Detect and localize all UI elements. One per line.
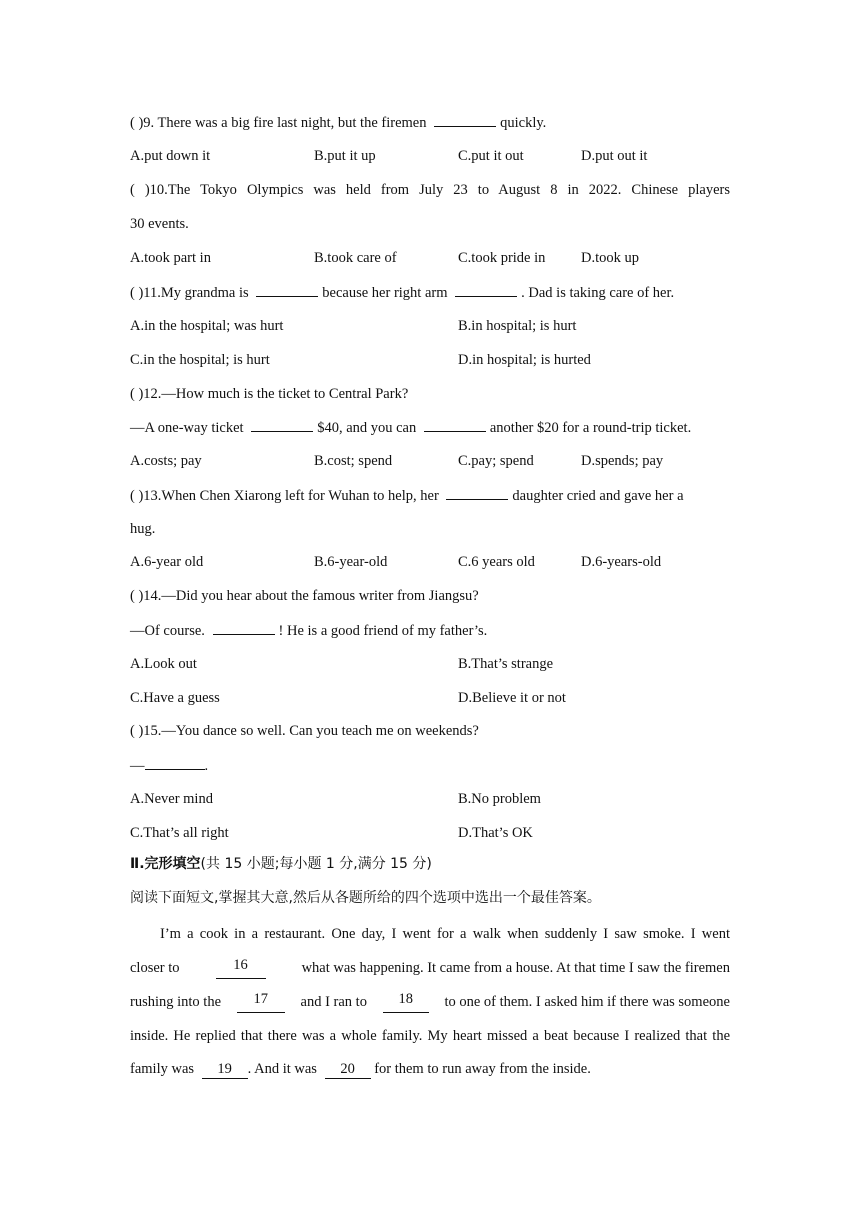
- question-14-stem: ( )14.—Did you hear about the famous writer from Jiangsu?: [130, 588, 479, 604]
- option-a: A.put down it: [130, 148, 211, 164]
- option-a: A.costs; pay: [130, 453, 202, 469]
- question-15-options-row1: [130, 788, 730, 810]
- option-a: A.Never mind: [130, 791, 213, 807]
- option-d: D.Believe it or not: [458, 690, 566, 706]
- option-b: B.No problem: [458, 791, 541, 807]
- question-12-options: [130, 450, 730, 472]
- question-12-stem: ( )12.—How much is the ticket to Central Park?: [130, 386, 409, 402]
- question-9-options: [130, 145, 730, 167]
- answer-blank: [455, 281, 517, 297]
- option-b: B.put it up: [314, 148, 376, 164]
- option-c: C.That’s all right: [130, 825, 229, 841]
- cloze-blank-16: 16: [216, 957, 266, 979]
- option-a: A.Look out: [130, 656, 197, 672]
- option-a: A.6-year old: [130, 554, 204, 570]
- cloze-blank-20: 20: [325, 1061, 371, 1079]
- answer-blank: [446, 484, 508, 500]
- answer-blank: [434, 111, 496, 127]
- option-d: D.spends; pay: [581, 453, 664, 469]
- question-14-options-row2: [130, 687, 730, 709]
- passage-line-4: inside. He replied that there was a whole family. My heart missed a beat because I realized that the: [130, 1028, 730, 1044]
- option-a: A.took part in: [130, 250, 211, 266]
- answer-blank: [251, 416, 313, 432]
- passage-line-1: I’m a cook in a restaurant. One day, I went for a walk when suddenly I saw smoke. I went: [160, 926, 730, 942]
- question-9-stem: ( )9. There was a big fire last night, but the firemen quickly.: [130, 111, 730, 133]
- option-b: B.in hospital; is hurt: [458, 318, 577, 334]
- question-11-options-row2: [130, 349, 730, 371]
- answer-blank: [213, 619, 275, 635]
- question-15-stem: ( )15.—You dance so well. Can you teach me on weekends?: [130, 723, 479, 739]
- question-13-stem-continued: hug.: [130, 521, 156, 537]
- option-b: B.took care of: [314, 250, 397, 266]
- option-b: B.cost; spend: [314, 453, 393, 469]
- option-d: D.put out it: [581, 148, 648, 164]
- option-c: C.took pride in: [458, 250, 546, 266]
- question-13-stem: ( )13.When Chen Xiarong left for Wuhan to help, her daughter cried and gave her a: [130, 484, 730, 506]
- option-c: C.Have a guess: [130, 690, 220, 706]
- cloze-blank-17: 17: [237, 991, 285, 1013]
- option-d: D.in hospital; is hurted: [458, 352, 591, 368]
- question-10-stem: ( )10.The Tokyo Olympics was held from July 23 to August 8 in 2022. Chinese players: [130, 182, 730, 198]
- question-11-stem: ( )11.My grandma is because her right arm . Dad is taking care of her.: [130, 281, 730, 303]
- answer-blank: [145, 754, 205, 770]
- option-b: B.That’s strange: [458, 656, 554, 672]
- option-c: C.6 years old: [458, 554, 535, 570]
- passage-line-5: family was 19 . And it was 20 for them to run away from the inside.: [130, 1061, 591, 1077]
- option-c: C.pay; spend: [458, 453, 534, 469]
- question-14-options-row1: [130, 653, 730, 675]
- option-d: D.took up: [581, 250, 639, 266]
- answer-blank: [256, 281, 318, 297]
- question-15-response: — .: [130, 754, 730, 776]
- cloze-blank-18: 18: [383, 991, 429, 1013]
- question-10-stem-continued: 30 events.: [130, 216, 189, 232]
- question-11-options-row1: [130, 315, 730, 337]
- option-d: D.6-years-old: [581, 554, 662, 570]
- option-c: C.put it out: [458, 148, 524, 164]
- question-13-options: [130, 551, 730, 573]
- option-a: A.in the hospital; was hurt: [130, 318, 284, 334]
- option-d: D.That’s OK: [458, 825, 533, 841]
- answer-blank: [424, 416, 486, 432]
- question-10-options: [130, 247, 730, 269]
- section-heading: Ⅱ.完形填空(共 15 小题;每小题 1 分,满分 15 分): [130, 856, 432, 872]
- question-15-options-row2: [130, 822, 730, 844]
- passage-line-3: rushing into the 17 and I ran to 18 to one of them. I asked him if there was someone: [130, 991, 730, 1013]
- question-14-response: —Of course. ! He is a good friend of my father’s.: [130, 619, 730, 641]
- question-12-response: —A one-way ticket $40, and you can another $20 for a round-trip ticket.: [130, 416, 730, 438]
- passage-line-2: closer to 16 what was happening. It came from a house. At that time I saw the firemen: [130, 957, 730, 979]
- cloze-blank-19: 19: [202, 1061, 248, 1079]
- option-b: B.6-year-old: [314, 554, 388, 570]
- section-instruction: 阅读下面短文,掌握其大意,然后从各题所给的四个选项中选出一个最佳答案。: [130, 890, 601, 906]
- option-c: C.in the hospital; is hurt: [130, 352, 270, 368]
